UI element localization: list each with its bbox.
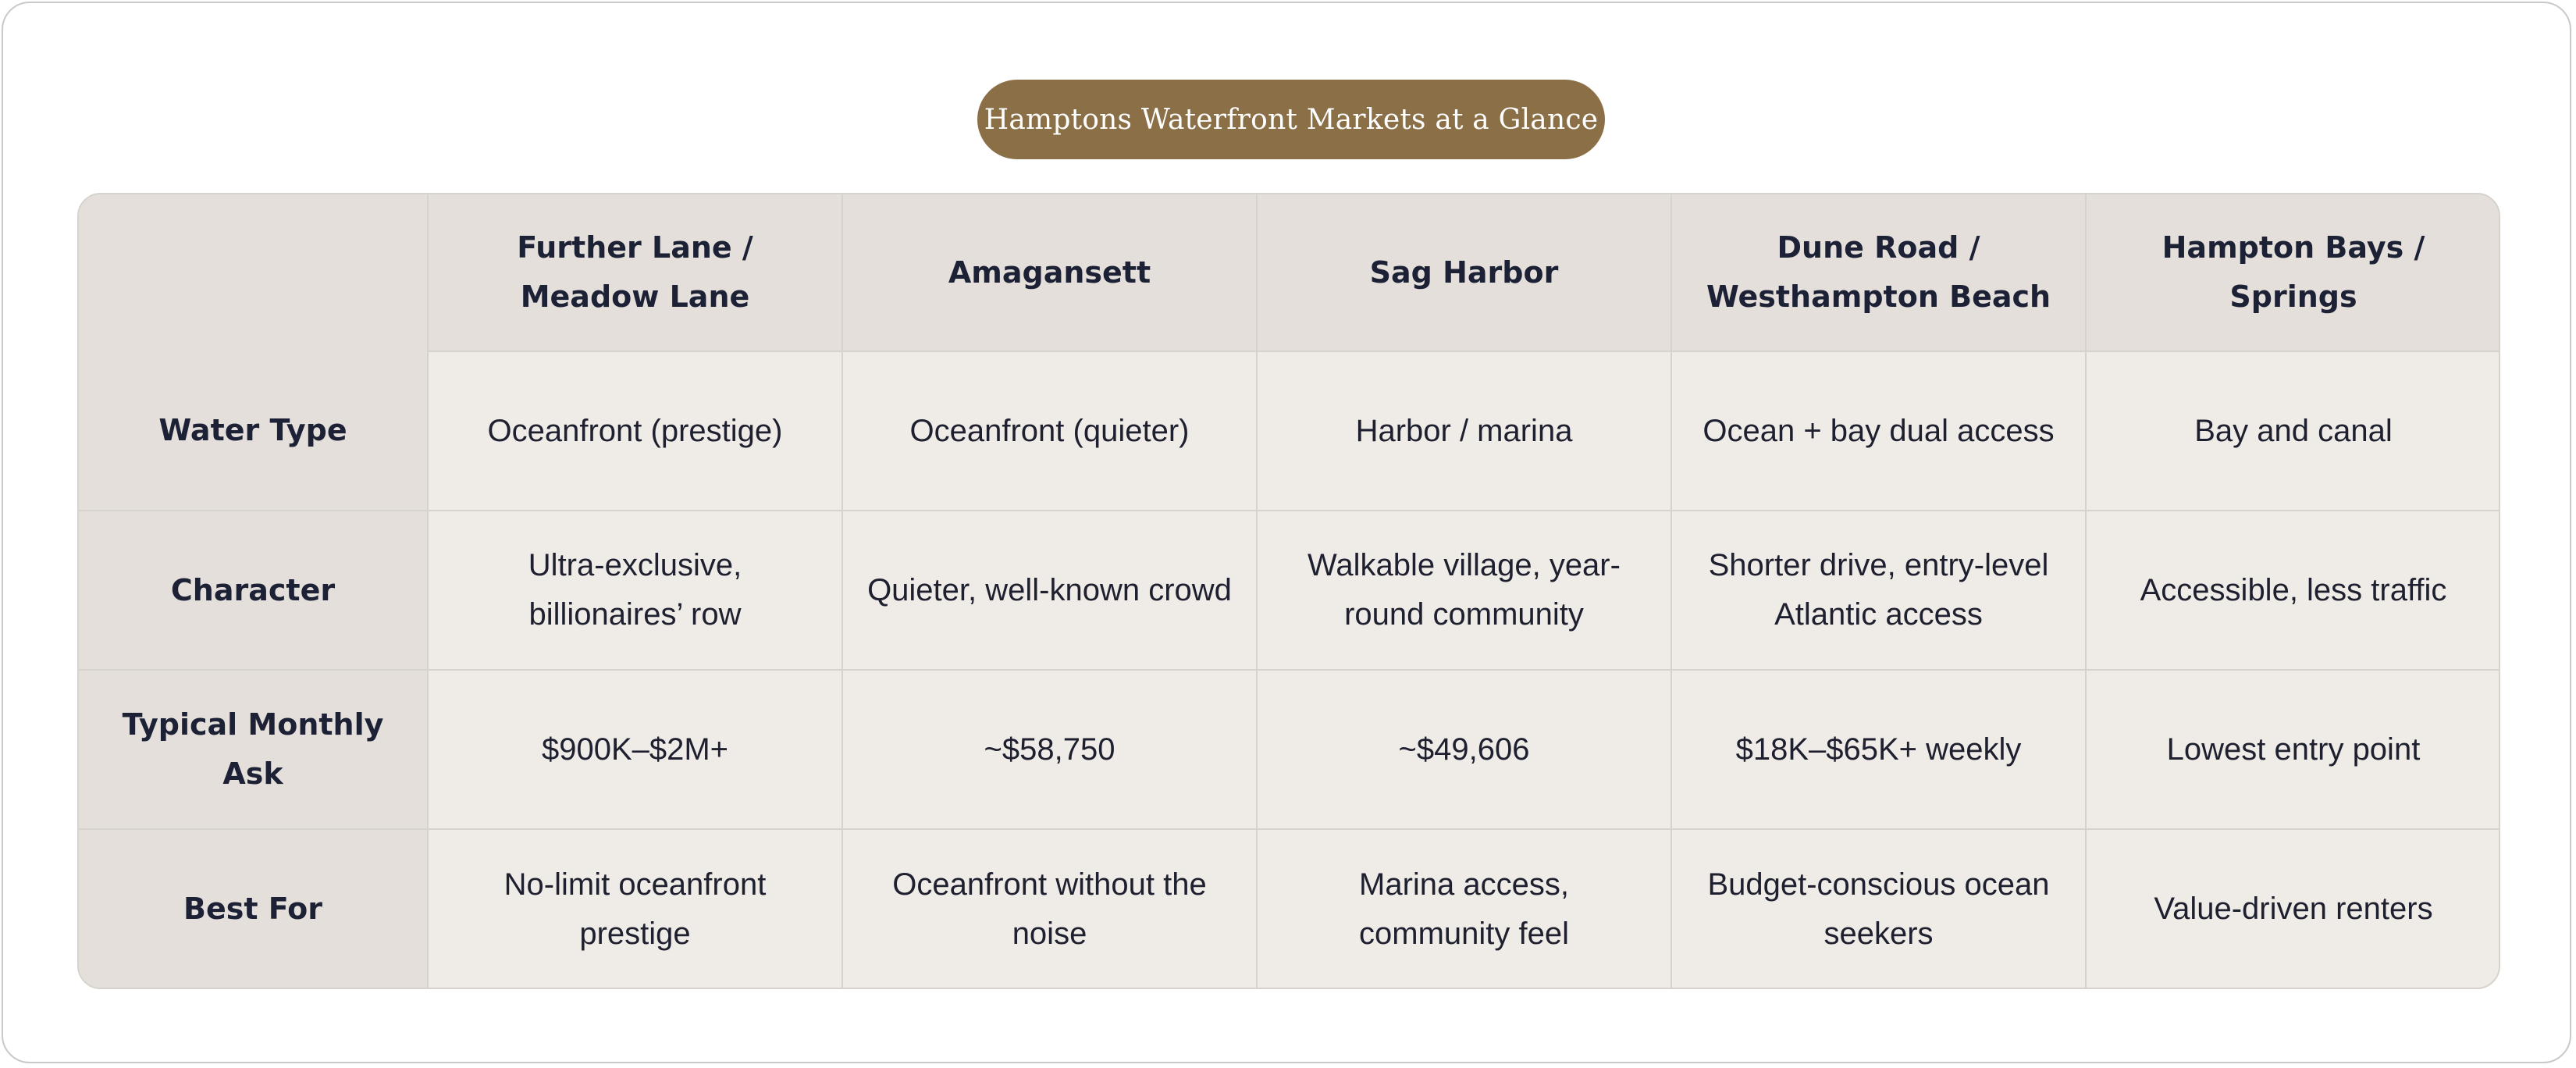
- table-cell: $900K–$2M+: [428, 670, 842, 829]
- table-cell: Value-driven renters: [2086, 829, 2500, 988]
- column-header: Amagansett: [842, 194, 1257, 351]
- table-row: [79, 829, 2500, 988]
- table-cell: Accessible, less traffic: [2086, 511, 2500, 670]
- table-header-row: [79, 194, 2500, 351]
- table-cell: ~$58,750: [842, 670, 1257, 829]
- page-title: Hamptons Waterfront Markets at a Glance: [977, 80, 1605, 159]
- column-header: Sag Harbor: [1257, 194, 1671, 351]
- column-header: Dune Road / Westhampton Beach: [1671, 194, 2086, 351]
- comparison-table: [77, 193, 2500, 989]
- table-cell: Oceanfront (prestige): [428, 351, 842, 511]
- table-cell: Harbor / marina: [1257, 351, 1671, 511]
- table-cell: ~$49,606: [1257, 670, 1671, 829]
- table-row: [79, 511, 2500, 670]
- table-cell: Ultra-exclusive, billionaires’ row: [428, 511, 842, 670]
- table-cell: Budget-conscious ocean seekers: [1671, 829, 2086, 988]
- table-row: [79, 351, 2500, 511]
- table-cell: Marina access, community feel: [1257, 829, 1671, 988]
- row-header: Character: [79, 511, 428, 670]
- row-header: Water Type: [79, 351, 428, 511]
- column-header: Hampton Bays / Springs: [2086, 194, 2500, 351]
- table-cell: $18K–$65K+ weekly: [1671, 670, 2086, 829]
- table-cell: No-limit oceanfront prestige: [428, 829, 842, 988]
- table-cell: Lowest entry point: [2086, 670, 2500, 829]
- row-header: Typical Monthly Ask: [79, 670, 428, 829]
- column-header: Further Lane / Meadow Lane: [428, 194, 842, 351]
- row-header: Best For: [79, 829, 428, 988]
- table-cell: Oceanfront without the noise: [842, 829, 1257, 988]
- table-cell: Quieter, well-known crowd: [842, 511, 1257, 670]
- table-cell: Walkable village, year-round community: [1257, 511, 1671, 670]
- table-cell: Bay and canal: [2086, 351, 2500, 511]
- table-cell: Ocean + bay dual access: [1671, 351, 2086, 511]
- corner-cell: [79, 194, 428, 351]
- table-cell: Shorter drive, entry-level Atlantic access: [1671, 511, 2086, 670]
- table-row: [79, 670, 2500, 829]
- table-cell: Oceanfront (quieter): [842, 351, 1257, 511]
